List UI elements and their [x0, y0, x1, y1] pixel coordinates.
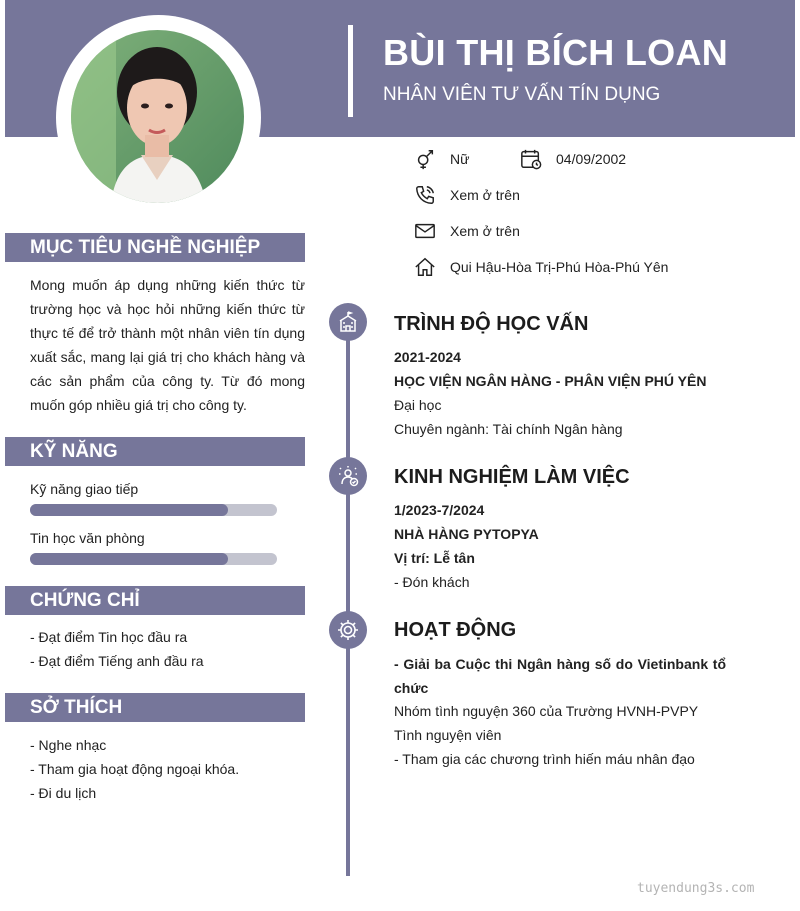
title-accent-bar — [348, 25, 353, 117]
education-degree: Đại học — [394, 397, 442, 413]
objective-text: Mong muốn áp dụng những kiến thức từ trường học và học hỏi những kiến thức từ thực tế để trở thành một nhân viên tín dụng xuất sắc, mang lại giá trị cho khách hàng và các sản phẩm của công ty. Từ đó mong muốn góp nhiều giá trị cho công ty. — [30, 277, 305, 413]
gender-icon — [414, 148, 436, 170]
objective-heading: MỤC TIÊU NGHỀ NGHIỆP — [5, 233, 305, 262]
experience-heading: KINH NGHIỆM LÀM VIỆC — [394, 466, 630, 488]
contact-birthday — [520, 148, 626, 170]
education-school: HỌC VIỆN NGÂN HÀNG - PHÂN VIỆN PHÚ YÊN — [394, 373, 707, 389]
contact-gender — [414, 148, 469, 170]
skill-bar-office — [30, 553, 277, 565]
skill-fill — [30, 553, 228, 565]
skill-fill — [30, 504, 228, 516]
calendar-icon — [520, 148, 542, 170]
email-value: Xem ở trên — [450, 223, 520, 239]
education-heading: TRÌNH ĐỘ HỌC VẤN — [394, 313, 589, 335]
gender-value: Nữ — [450, 151, 470, 167]
email-icon — [414, 220, 436, 242]
hobbies-heading: SỞ THÍCH — [5, 693, 305, 722]
experience-marker — [329, 457, 367, 495]
activities-award: - Giải ba Cuộc thi Ngân hàng số do Vietinbank tổ chức — [394, 656, 726, 696]
skill-label-communication: Kỹ năng giao tiếp — [30, 481, 139, 497]
activities-role: Tình nguyện viên — [394, 727, 502, 743]
gear-icon — [336, 618, 360, 642]
timeline-line — [346, 305, 350, 876]
activities-heading: HOẠT ĐỘNG — [394, 619, 517, 641]
experience-duty: - Đón khách — [394, 574, 470, 590]
contact-phone — [414, 184, 520, 206]
hobby-item: - Đi du lịch — [30, 785, 97, 801]
activities-group: Nhóm tình nguyện 360 của Trường HVNH-PVPY — [394, 703, 699, 719]
skill-bar-communication — [30, 504, 277, 516]
phone-icon — [414, 184, 436, 206]
experience-position: Vị trí: Lễ tân — [394, 550, 475, 566]
certificate-item: - Đạt điểm Tin học đầu ra — [30, 629, 188, 645]
skills-heading: KỸ NĂNG — [5, 437, 305, 466]
skill-label-office: Tin học văn phòng — [30, 530, 145, 546]
address-value: Qui Hậu-Hòa Trị-Phú Hòa-Phú Yên — [450, 259, 669, 275]
school-icon — [336, 310, 360, 334]
education-period: 2021-2024 — [394, 349, 461, 365]
activities-marker — [329, 611, 367, 649]
job-title: NHÂN VIÊN TƯ VẤN TÍN DỤNG — [383, 84, 661, 105]
contact-address — [414, 256, 668, 278]
experience-company: NHÀ HÀNG PYTOPYA — [394, 526, 539, 542]
certificate-item: - Đạt điểm Tiếng anh đầu ra — [30, 653, 204, 669]
hobby-item: - Nghe nhạc — [30, 737, 107, 753]
phone-value: Xem ở trên — [450, 187, 520, 203]
activities-task: - Tham gia các chương trình hiến máu nhân đạo — [394, 751, 695, 767]
avatar — [71, 30, 244, 203]
experience-period: 1/2023-7/2024 — [394, 502, 485, 518]
certificates-heading: CHỨNG CHỈ — [5, 586, 305, 615]
watermark: tuyendung3s.com — [637, 881, 755, 896]
birthday-value: 04/09/2002 — [556, 151, 627, 167]
education-marker — [329, 303, 367, 341]
home-icon — [414, 256, 436, 278]
team-icon — [336, 464, 360, 488]
candidate-name: BÙI THỊ BÍCH LOAN — [383, 32, 729, 73]
hobby-item: - Tham gia hoạt động ngoại khóa. — [30, 761, 240, 777]
contact-email — [414, 220, 520, 242]
education-major: Chuyên ngành: Tài chính Ngân hàng — [394, 421, 623, 437]
